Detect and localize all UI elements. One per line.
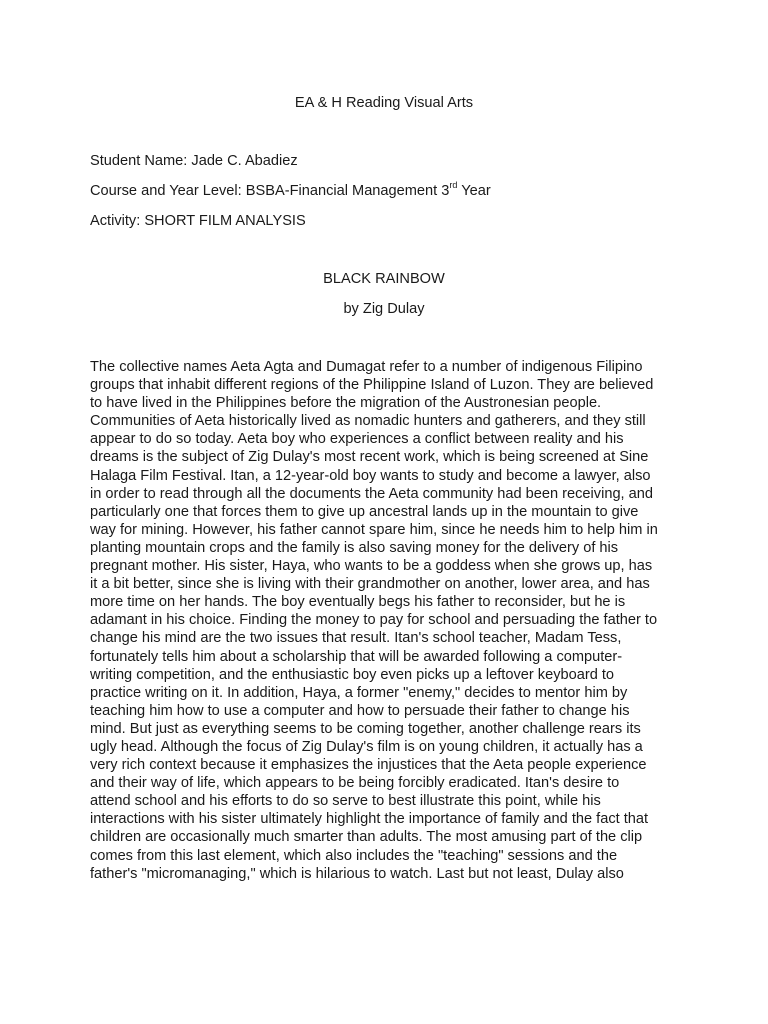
paragraph-line: way for mining. However, his father cannot spare him, since he needs him to help him in [90, 521, 658, 538]
paragraph-line: attend school and his efforts to do so serve to best illustrate this point, while his [90, 793, 601, 810]
paragraph-line: The collective names Aeta Agta and Dumagat refer to a number of indigenous Filipino [90, 359, 643, 375]
paragraph-line: more time on her hands. The boy eventually begs his father to reconsider, but he is [90, 594, 626, 611]
paragraph-line: pregnant mother. His sister, Haya, who wants to be a goddess when she grows up, has [90, 558, 653, 575]
paragraph-line: fortunately tells him about a scholarship that will be awarded following a computer- [90, 648, 623, 665]
paragraph-line: practice writing on it. In addition, Haya, a former "enemy," decides to mentor him by [90, 684, 628, 701]
paragraph-line: particularly one that forces them to give up ancestral lands up in the mountain to give [90, 503, 639, 520]
paragraph-line: father's "micromanaging," which is hilarious to watch. Last but not least, Dulay also [90, 865, 624, 882]
paragraph-line: to have lived in the Philippines before the migration of the Austronesian people. [90, 395, 602, 412]
paragraph-line: very rich context because it emphasizes the injustices that the Aeta people experience [90, 757, 647, 774]
film-author: by Zig Dulay [343, 301, 425, 317]
paragraph-line: interactions with his sister ultimately highlight the importance of family and the fact that [90, 811, 649, 828]
paragraph-line: writing competition, and the enthusiastic boy even picks up a leftover keyboard to [90, 666, 615, 683]
paragraph-line: children are occasionally much smarter than adults. The most amusing part of the clip [90, 829, 643, 846]
analysis-paragraph [90, 358, 688, 883]
paragraph-line: dreams is the subject of Zig Dulay's most recent work, which is being screened at Sine [90, 449, 649, 466]
course-year-word: Year [457, 183, 491, 199]
course-ordinal-suffix: rd [449, 180, 458, 191]
paragraph-line: appear to do so today. Aeta boy who experiences a conflict between reality and his [90, 431, 624, 448]
paragraph-line: adamant in his choice. Finding the money to pay for school and persuading the father to [90, 612, 658, 629]
paragraph-line: comes from this last element, which also includes the "teaching" sessions and the [90, 847, 618, 864]
course-year-level [90, 182, 491, 200]
paragraph-line: groups that inhabit different regions of the Philippine Island of Luzon. They are believed [90, 377, 654, 394]
paragraph-line: mind. But just as everything seems to be coming together, another challenge rears its [90, 720, 641, 737]
paragraph-line: ugly head. Although the focus of Zig Dulay's film is on young children, it actually has a [90, 738, 643, 755]
student-name: Student Name: Jade C. Abadiez [90, 153, 298, 169]
paragraph-line: change his mind are the two issues that result. Itan's school teacher, Madam Tess, [90, 630, 622, 647]
paragraph-line: in order to read through all the documents the Aeta community had been receiving, and [90, 485, 654, 502]
activity-label: Activity: SHORT FILM ANALYSIS [90, 213, 306, 229]
paragraph-line: planting mountain crops and the family is also saving money for the delivery of his [90, 539, 619, 556]
paragraph-line: Halaga Film Festival. Itan, a 12-year-old boy wants to study and become a lawyer, also [90, 467, 651, 484]
paragraph-line: teaching him how to use a computer and how to persuade their father to change his [90, 702, 630, 719]
document-header-title: EA & H Reading Visual Arts [294, 95, 474, 111]
paragraph-line: and their way of life, which appears to be being forcibly eradicated. Itan's desire to [90, 775, 620, 792]
paragraph-line: it a bit better, since she is living with their grandmother on another, lower area, and has [90, 576, 650, 593]
course-text: Course and Year Level: BSBA-Financial Management 3 [90, 183, 450, 199]
film-title: BLACK RAINBOW [323, 271, 445, 287]
paragraph-line: Communities of Aeta historically lived as nomadic hunters and gatherers, and they still [90, 413, 646, 430]
